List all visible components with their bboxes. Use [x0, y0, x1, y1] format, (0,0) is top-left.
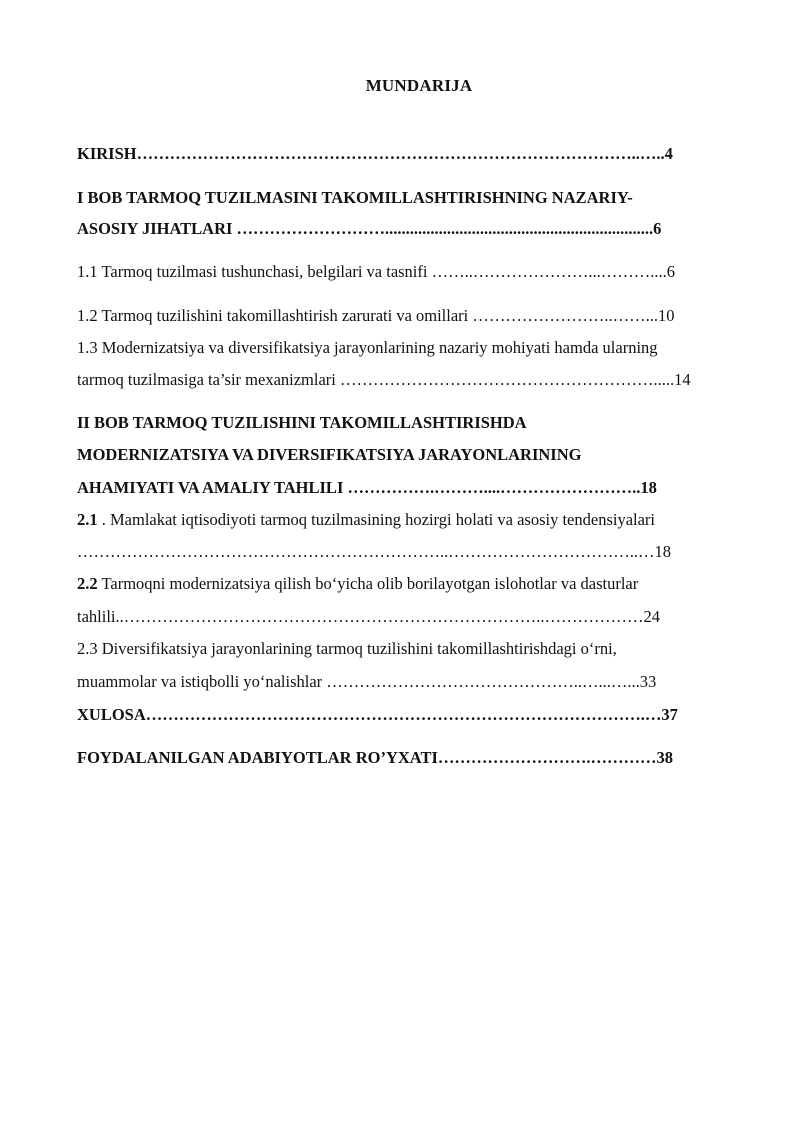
toc-section-2-2-number: 2.2	[77, 574, 98, 593]
toc-chapter-2-heading-cont: MODERNIZATSIYA VA DIVERSIFIKATSIYA JARAYONLARINING	[77, 445, 582, 464]
toc-section-2-3: 2.3 Diversifikatsiya jarayonlarining tarmoq tuzilishini takomillashtirishdagi o‘rni,	[77, 639, 617, 658]
toc-chapter-1-heading-cont: ASOSIY JIHATLARI ……………………….................................................................6	[77, 219, 662, 238]
toc-chapter-2-heading-cont-2: AHAMIYATI VA AMALIY TAHLILI …………….………....……………………..18	[77, 478, 657, 497]
toc-chapter-2-heading: II BOB TARMOQ TUZILISHINI TAKOMILLASHTIRISHDA	[77, 413, 527, 432]
toc-section-1-3-cont: tarmoq tuzilmasiga ta’sir mexanizmlari ………………………………………………….....14	[77, 370, 691, 389]
toc-entry-xulosa: XULOSA……………………………………………………………………………….…37	[77, 705, 678, 724]
toc-section-1-1: 1.1 Tarmoq tuzilmasi tushunchasi, belgilari va tasnifi ……..…………………...………....6	[77, 262, 675, 281]
toc-section-2-2-text: Tarmoqni modernizatsiya qilish bo‘yicha olib borilayotgan islohotlar va dasturlar	[97, 574, 639, 593]
toc-chapter-1-heading: I BOB TARMOQ TUZILMASINI TAKOMILLASHTIRISHNING NAZARIY-	[77, 188, 633, 207]
page-title: MUNDARIJA	[365, 76, 473, 95]
toc-entry-bibliography: FOYDALANILGAN ADABIYOTLAR RO’YXATI……………………….…………38	[77, 748, 674, 767]
toc-section-2-1-number: 2.1	[77, 510, 98, 529]
toc-section-2-3-cont: muammolar va istiqbolli yo‘nalishlar ………………………………………..…...…...33	[77, 672, 657, 691]
toc-section-1-3: 1.3 Modernizatsiya va diversifikatsiya jarayonlarining nazariy mohiyati hamda ularning	[77, 338, 658, 357]
toc-section-1-2: 1.2 Tarmoq tuzilishini takomillashtirish zarurati va omillari ……………………..……...10	[77, 306, 675, 325]
toc-section-2-2	[77, 572, 761, 596]
toc-entry-kirish: KIRISH………………………………………………………………………………..…..4	[77, 144, 673, 163]
toc-section-2-2-cont: tahlili..…………………………………………………………………..………………24	[77, 607, 660, 626]
toc-section-2-1-text: . Mamlakat iqtisodiyoti tarmoq tuzilmasining hozirgi holati va asosiy tendensiyalari	[97, 510, 656, 529]
toc-section-2-1	[77, 508, 761, 532]
toc-section-2-1-cont: …………………………………………………………..……………………………..…18	[77, 542, 671, 561]
